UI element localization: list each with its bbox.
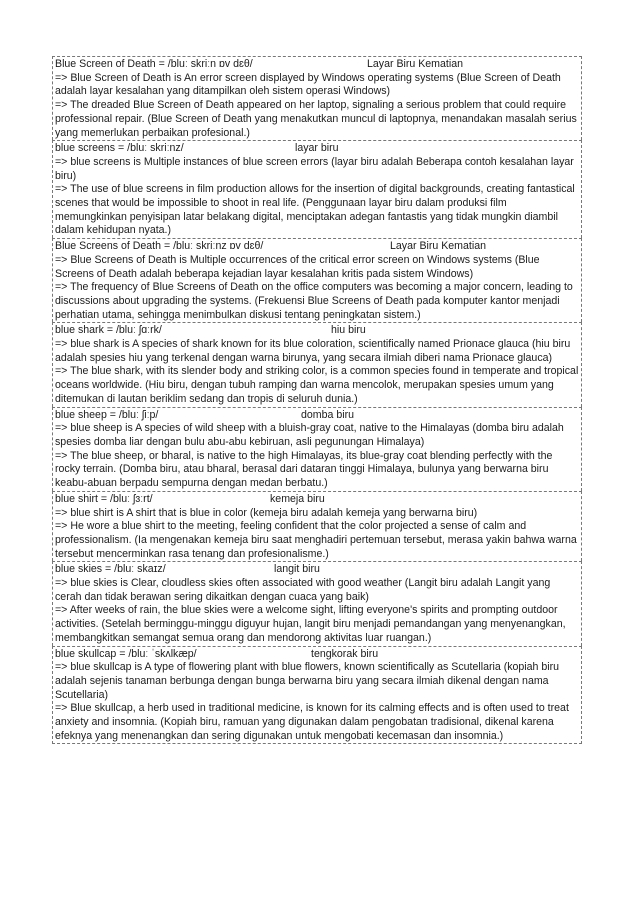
definition: => Blue Screen of Death is An error screen displayed by Windows operating systems (Blue Screen of Death adalah layar kesalahan yang ditampilkan oleh sistem operasi Windows): [55, 71, 561, 98]
entry-header: [55, 240, 579, 254]
entry-header: [55, 58, 579, 72]
example-sentence: => The frequency of Blue Screens of Death on the office computers was becoming a major concern, leading to discussions about upgrading the systems. (Frekuensi Blue Screens of Death pada komputer kantor menjadi perhatian utama, sehingga menimbulkan diskusi tentang peningkatan sistem.): [55, 281, 573, 321]
vocab-entry: [52, 56, 582, 140]
term-pronunciation: blue skies = /bluː skaɪz/: [55, 563, 166, 576]
example-sentence: => He wore a blue shirt to the meeting, feeling confident that the color projected a sense of calm and professionalism. (Ia mengenakan kemeja biru saat menghadiri pertemuan tersebut, merasa yakin bahwa warna tersebut mencerminkan rasa tenang dan profesionalisme.): [55, 520, 577, 560]
vocab-entry: [52, 140, 582, 238]
translation: Layar Biru Kematian: [390, 240, 486, 253]
definition: => blue screens is Multiple instances of blue screen errors (layar biru adalah Beberapa contoh kesalahan layar biru): [55, 155, 574, 182]
definition: => blue sheep is A species of wild sheep with a bluish-gray coat, native to the Himalayas (domba biru adalah spesies domba liar dengan bulu abu-abu kebiruan, asli pegunungan Himalaya): [55, 422, 564, 448]
definition: => blue skies is Clear, cloudless skies often associated with good weather (Langit biru adalah Langit yang cerah dan tidak berawan sering dikaitkan dengan cuaca yang baik): [55, 577, 551, 603]
vocabulary-sheet: [52, 56, 582, 744]
definition: => blue skullcap is A type of flowering plant with blue flowers, known scientifically as Scutellaria (kopiah biru adalah sejenis tanaman berbunga dengan bunga berwarna biru yang secara ilmiah dikenal dengan nama Scutellaria): [55, 661, 560, 701]
translation: hiu biru: [331, 324, 366, 337]
vocab-entry: [52, 407, 582, 491]
example-sentence: => The blue shark, with its slender body and striking color, is a common species found in temperate and tropical oceans worldwide. (Hiu biru, dengan tubuh ramping dan warna mencolok, merupakan spesies umum yang ditemukan di lautan beriklim sedang dan tropis di seluruh dunia.): [55, 365, 579, 405]
entry-header: [55, 493, 579, 507]
example-sentence: => The dreaded Blue Screen of Death appeared on her laptop, signaling a serious problem that could require professional repair. (Blue Screen of Death yang menakutkan muncul di laptopnya, menandakan masalah serius yang memerlukan perbaikan profesional.): [55, 99, 577, 139]
entry-header: [55, 409, 579, 423]
term-pronunciation: blue screens = /bluː skriːnz/: [55, 142, 184, 155]
translation: layar biru: [295, 142, 339, 155]
translation: domba biru: [301, 408, 354, 421]
vocab-entry: [52, 561, 582, 645]
term-pronunciation: blue shirt = /bluː ʃɜːrt/: [55, 492, 153, 505]
vocab-entry: [52, 238, 582, 322]
term-pronunciation: blue sheep = /bluː ʃiːp/: [55, 408, 159, 421]
vocab-entry: [52, 491, 582, 562]
example-sentence: => After weeks of rain, the blue skies were a welcome sight, lifting everyone's spirits and prompting outdoor activities. (Setelah berminggu-minggu diguyur hujan, langit biru menjadi pemandangan yang menyenangkan, membangkitkan semangat semua orang dan mendorong aktivitas luar ruangan.): [55, 604, 566, 644]
example-sentence: => Blue skullcap, a herb used in traditional medicine, is known for its calming effects and is often used to treat anxiety and insomnia. (Kopiah biru, ramuan yang digunakan dalam pengobatan tradisional, dikenal karena efeknya yang menenangkan dan sering digunakan untuk mengobati kecemasan dan insomnia.): [55, 702, 569, 742]
entry-header: [55, 563, 579, 577]
definition: => blue shark is A species of shark known for its blue coloration, scientifically named Prionace glauca (hiu biru adalah spesies hiu yang terkenal dengan warna birunya, yang secara ilmiah diberi nama Prionace glauca): [55, 338, 571, 364]
definition: => blue shirt is A shirt that is blue in color (kemeja biru adalah kemeja yang berwarna biru): [55, 506, 478, 519]
term-pronunciation: blue shark = /bluː ʃɑːrk/: [55, 324, 162, 337]
term-pronunciation: blue skullcap = /bluː ˈskʌlkæp/: [55, 647, 197, 660]
vocab-entry: [52, 322, 582, 406]
translation: kemeja biru: [270, 492, 325, 505]
vocab-entry: [52, 646, 582, 745]
translation: Layar Biru Kematian: [367, 58, 463, 70]
entry-header: [55, 142, 579, 156]
definition: => Blue Screens of Death is Multiple occurrences of the critical error screen on Windows systems (Blue Screens of Death adalah beberapa kejadian layar kesalahan kritis pada sistem Windows): [55, 253, 540, 280]
translation: langit biru: [274, 563, 320, 576]
translation: tengkorak biru: [311, 647, 379, 660]
term-pronunciation: Blue Screen of Death = /bluː skriːn ɒv dɛθ/: [55, 58, 253, 70]
example-sentence: => The use of blue screens in film production allows for the insertion of digital backgrounds, creating fantastical scenes that would be impossible to shoot in real life. (Penggunaan layar biru dalam produksi film memungkinkan penyisipan latar belakang digital, menciptakan adegan fantastis yang tidak mungkin diambil dalam kehidupan nyata.): [55, 183, 575, 237]
entry-header: [55, 648, 579, 662]
example-sentence: => The blue sheep, or bharal, is native to the high Himalayas, its blue-gray coat blending perfectly with the rocky terrain. (Domba biru, atau bharal, berasal dari dataran tinggi Himalaya, bulunya yang berwarna biru keabu-abuan berpadu sempurna dengan medan berbatu.): [55, 449, 553, 490]
entry-header: [55, 324, 579, 338]
term-pronunciation: Blue Screens of Death = /bluː skriːnz ɒv dɛθ/: [55, 240, 264, 253]
